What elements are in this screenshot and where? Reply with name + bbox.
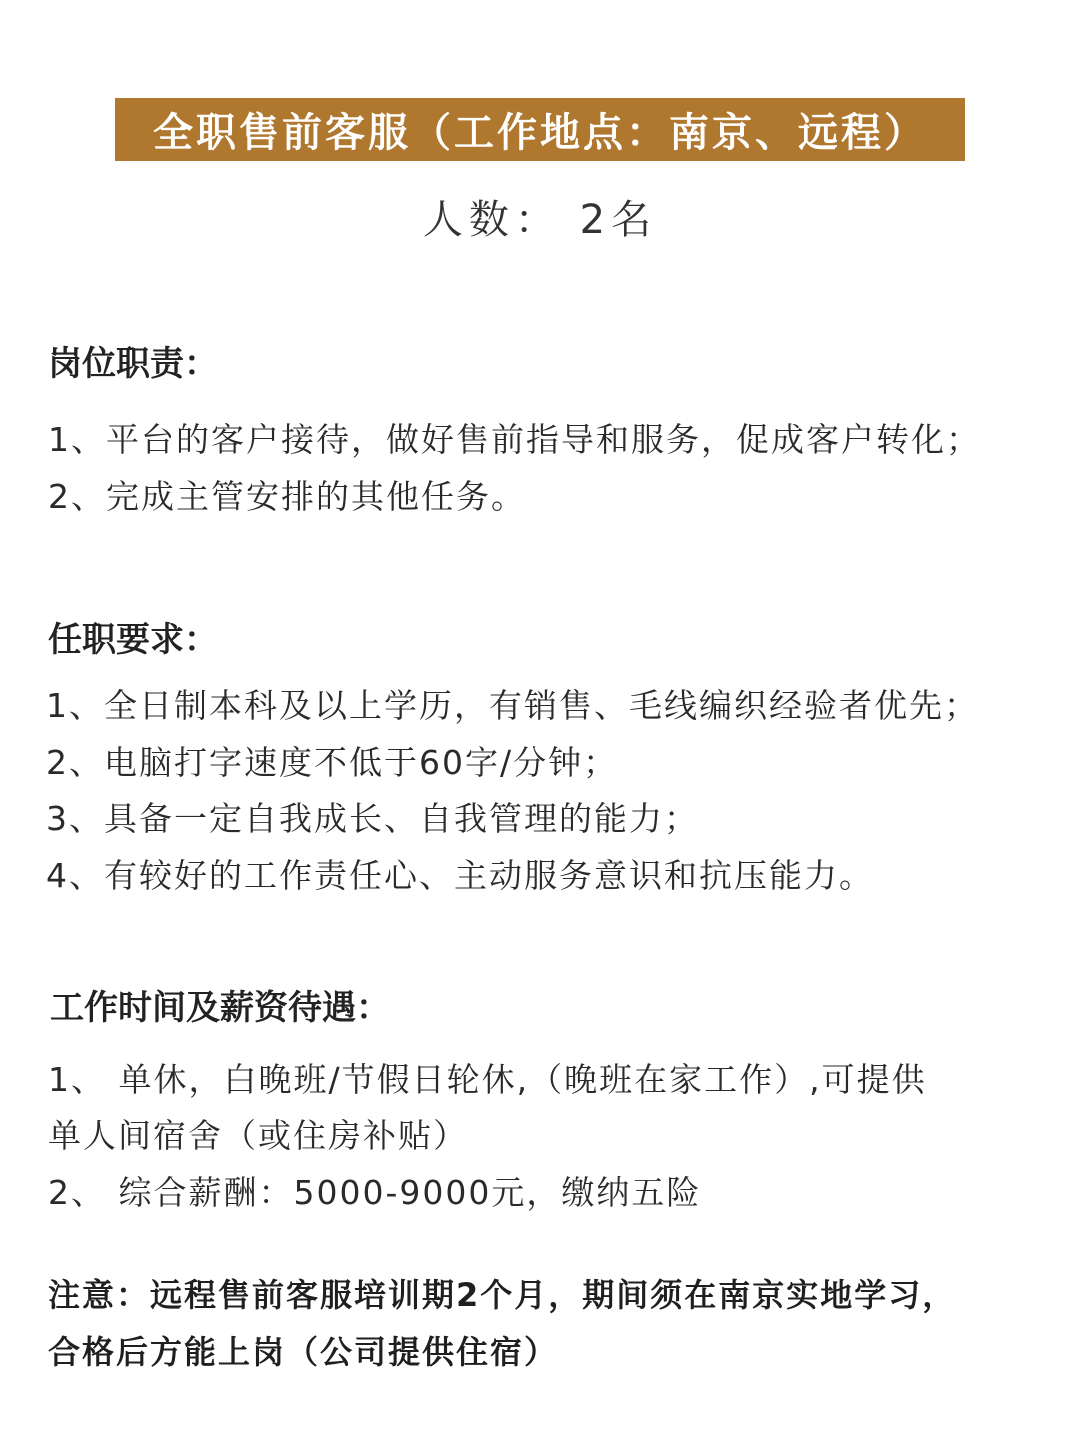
title-banner xyxy=(115,98,965,161)
benefit-item: 2、 综合薪酬：5000-9000元，缴纳五险 xyxy=(48,1173,702,1212)
benefit-item-continuation: 单人间宿舍（或住房补贴） xyxy=(48,1116,468,1155)
responsibility-item: 2、完成主管安排的其他任务。 xyxy=(48,477,526,516)
responsibilities-heading: 岗位职责： xyxy=(48,344,218,384)
requirement-item: 2、电脑打字速度不低于60字/分钟； xyxy=(46,743,619,782)
headcount-text: 人数： 2名 xyxy=(422,197,658,243)
requirement-item: 4、有较好的工作责任心、主动服务意识和抗压能力。 xyxy=(46,856,874,895)
requirements-heading: 任职要求： xyxy=(48,620,218,660)
requirement-item: 1、全日制本科及以上学历，有销售、毛线编织经验者优先； xyxy=(46,686,979,725)
requirement-item: 3、具备一定自我成长、自我管理的能力； xyxy=(46,799,699,838)
page-title: 全职售前客服（工作地点：南京、远程） xyxy=(153,110,927,156)
notice-line: 注意：远程售前客服培训期2个月，期间须在南京实地学习， xyxy=(48,1276,957,1314)
benefits-heading: 工作时间及薪资待遇： xyxy=(50,988,390,1028)
responsibility-item: 1、平台的客户接待，做好售前指导和服务，促成客户转化； xyxy=(48,420,981,459)
benefit-item: 1、 单休，白晚班/节假日轮休,（晚班在家工作）,可提供 xyxy=(48,1060,927,1099)
notice-line: 合格后方能上岗（公司提供住宿） xyxy=(48,1333,559,1371)
